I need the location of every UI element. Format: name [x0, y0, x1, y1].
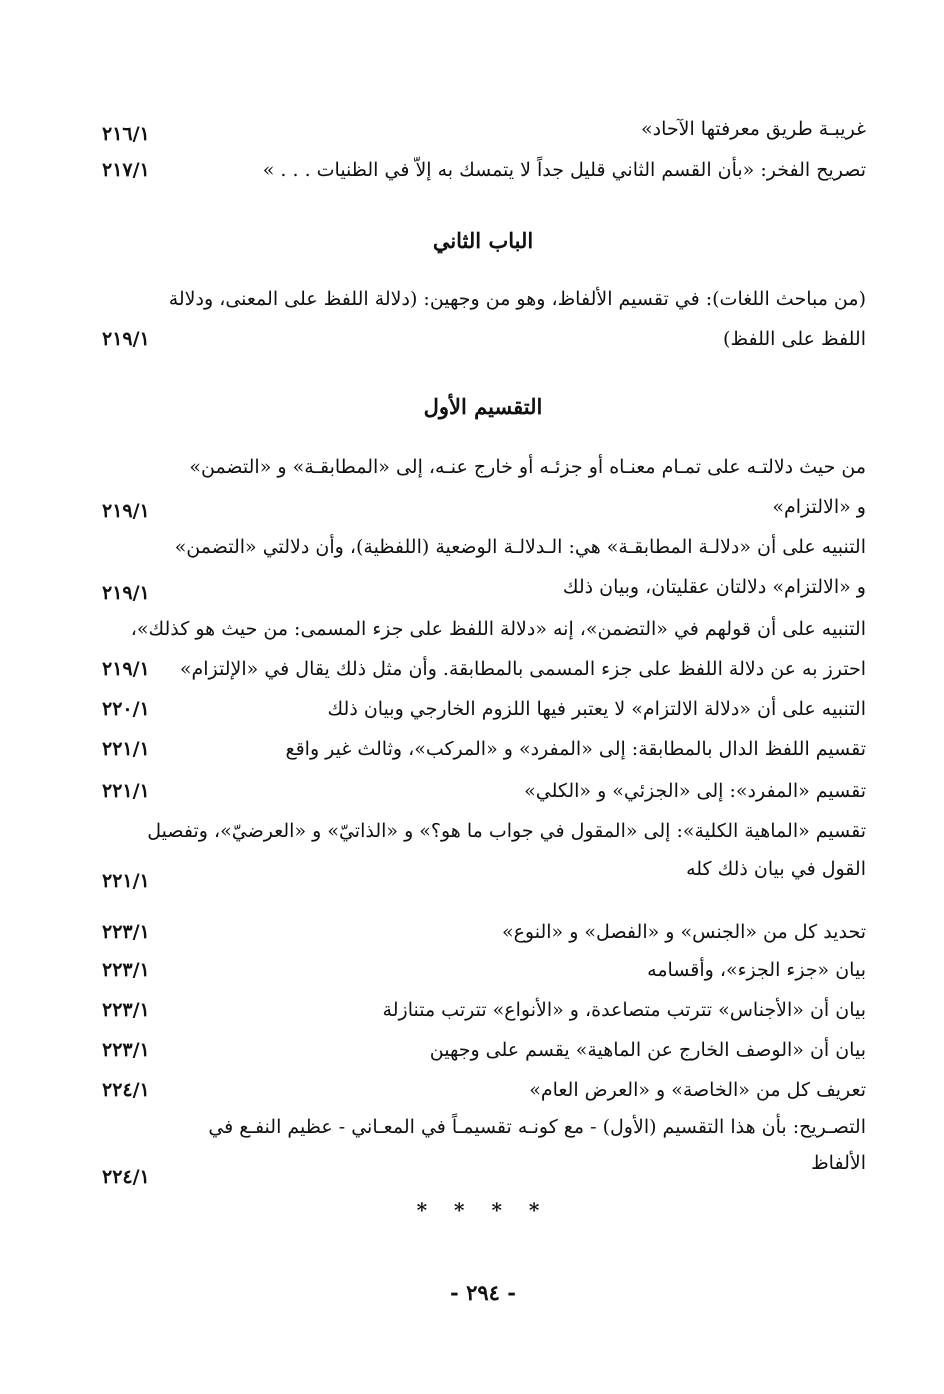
entry-text: تقسيم «الماهية الكلية»: إلى «المقول في جواب ما هو؟» و «الذاتيّ» و «العرضيّ»، وتفصيل: [147, 820, 866, 842]
index-entry: [100, 282, 866, 316]
entry-text: التنبيه على أن «دلالـة المطابقـة» هي: الـدلالـة الوضعية (اللفظية)، وأن دلالتي «التضمن»: [174, 536, 866, 558]
index-entry: [100, 153, 866, 187]
section-separator: * * * *: [416, 1198, 550, 1222]
entry-ref: ٢١٩/١: [102, 658, 150, 680]
entry-ref: ٢١٧/١: [102, 159, 150, 181]
index-entry: [100, 774, 866, 808]
index-entry-cont: [100, 490, 866, 524]
index-entry: [100, 692, 866, 726]
index-entry: [100, 1110, 866, 1144]
entry-text: غريبـة طريق معرفتها الآحاد»: [641, 118, 866, 140]
chapter-heading: الباب الثاني: [432, 228, 534, 253]
entry-text: (من مباحث اللغات): في تقسيم الألفاظ، وهو من وجهين: (دلالة اللفظ على المعنى، ودلالة: [168, 288, 866, 310]
entry-text: التصـريح: بأن هذا التقسيم (الأول) - مع كونـه تقسيمـاً في المعـاني - عظيم النفـع في: [208, 1116, 866, 1138]
entry-text: تقسيم «المفرد»: إلى «الجزئي» و «الكلي»: [524, 780, 866, 802]
index-entry: [100, 953, 866, 987]
index-page: [100, 100, 866, 1340]
section-heading: التقسيم الأول: [423, 394, 543, 419]
entry-ref: ٢٢٣/١: [102, 999, 150, 1021]
page-number: - ٢٩٤ -: [450, 1280, 516, 1305]
entry-text: احترز به عن دلالة اللفظ على جزء المسمى بالمطابقة. وأن مثل ذلك يقال في «الإلتزام»: [179, 658, 866, 680]
entry-ref: ٢١٩/١: [102, 582, 150, 604]
entry-text: بيان أن «الوصف الخارج عن الماهية» يقسم على وجهين: [429, 1039, 866, 1061]
entry-ref: ٢١٦/١: [102, 123, 150, 145]
index-entry: [100, 612, 866, 646]
index-entry: [100, 732, 866, 766]
entry-ref: ٢٢١/١: [102, 780, 150, 802]
index-entry: [100, 112, 866, 146]
entry-text: و «الالتزام» دلالتان عقليتان، وبيان ذلك: [562, 576, 866, 598]
index-entry: [100, 1073, 866, 1107]
entry-ref: ٢٢١/١: [102, 870, 150, 892]
entry-text: و «الالتزام»: [772, 496, 866, 518]
entry-text: اللفظ على اللفظ): [723, 328, 866, 350]
entry-text: بيان أن «الأجناس» تترتب متصاعدة، و «الأنواع» تترتب متنازلة: [382, 999, 866, 1021]
entry-ref: ٢٢١/١: [102, 738, 150, 760]
entry-ref: ٢١٩/١: [102, 500, 150, 522]
index-entry: [100, 915, 866, 949]
index-entry: [100, 450, 866, 484]
entry-text: تعريف كل من «الخاصة» و «العرض العام»: [529, 1079, 866, 1101]
index-entry-cont: [100, 652, 866, 686]
index-entry-cont: [100, 322, 866, 356]
entry-text: التنبيه على أن قولهم في «التضمن»، إنه «دلالة اللفظ على جزء المسمى: من حيث هو كذلك»،: [130, 618, 866, 640]
index-entry-cont: [100, 570, 866, 604]
entry-ref: ٢١٩/١: [102, 328, 150, 350]
entry-text: التنبيه على أن «دلالة الالتزام» لا يعتبر فيها اللزوم الخارجي وبيان ذلك: [327, 698, 866, 720]
entry-text: من حيث دلالتـه على تمـام معنـاه أو جزئـه أو خارج عنـه، إلى «المطابقـة» و «التضمن»: [189, 456, 866, 478]
entry-text: تقسيم اللفظ الدال بالمطابقة: إلى «المفرد» و «المركب»، وثالث غير واقع: [285, 738, 866, 760]
entry-text: القول في بيان ذلك كله: [686, 858, 866, 880]
entry-text: بيان «جزء الجزء»، وأقسامه: [647, 959, 866, 981]
entry-text: الألفاظ: [811, 1152, 866, 1174]
index-entry: [100, 814, 866, 848]
entry-text: تحديد كل من «الجنس» و «الفصل» و «النوع»: [501, 921, 866, 943]
entry-text: تصريح الفخر: «بأن القسم الثاني قليل جداً لا يتمسك به إلاّ في الظنيات . . . »: [262, 159, 866, 181]
index-entry: [100, 530, 866, 564]
entry-ref: ٢٢٣/١: [102, 959, 150, 981]
index-entry: [100, 993, 866, 1027]
index-entry: [100, 1033, 866, 1067]
entry-ref: ٢٢٣/١: [102, 1039, 150, 1061]
entry-ref: ٢٢٣/١: [102, 921, 150, 943]
index-entry-cont: [100, 1146, 866, 1188]
entry-ref: ٢٢٤/١: [102, 1079, 150, 1101]
entry-ref: ٢٢٤/١: [102, 1166, 150, 1188]
index-entry-cont: [100, 852, 866, 892]
entry-ref: ٢٢٠/١: [102, 698, 150, 720]
